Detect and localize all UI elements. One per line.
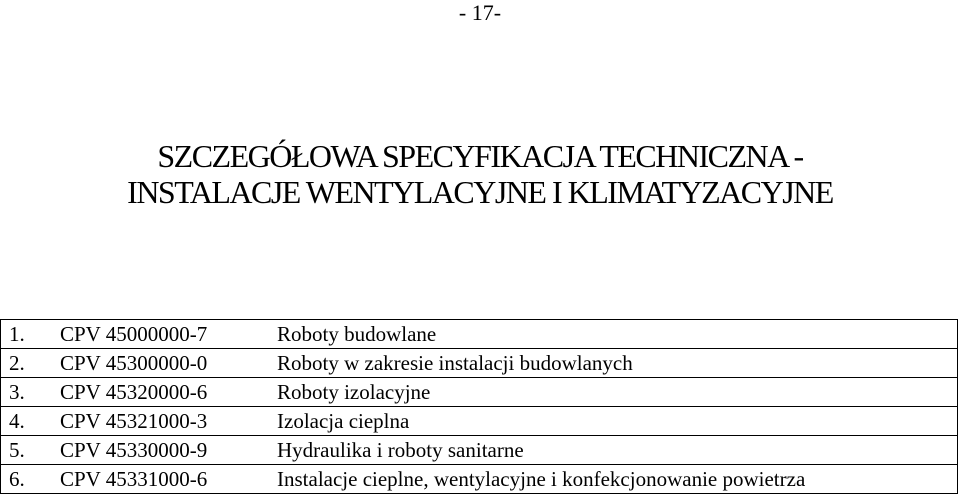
table-row [1,465,958,494]
cpv-code: CPV 45330000-9 [49,436,266,465]
cpv-description: Roboty izolacyjne [266,378,958,407]
row-number: 6. [1,465,50,494]
row-number: 2. [1,349,50,378]
cpv-description: Roboty w zakresie instalacji budowlanych [266,349,958,378]
cpv-description: Roboty budowlane [266,320,958,349]
cpv-description: Hydraulika i roboty sanitarne [266,436,958,465]
cpv-code: CPV 45300000-0 [49,349,266,378]
cpv-code: CPV 45000000-7 [49,320,266,349]
table-row [1,320,958,349]
cpv-code-table [0,319,958,494]
cpv-description: Instalacje cieplne, wentylacyjne i konfekcjonowanie powietrza [266,465,958,494]
cpv-code: CPV 45321000-3 [49,407,266,436]
row-number: 1. [1,320,50,349]
row-number: 3. [1,378,50,407]
row-number: 4. [1,407,50,436]
row-number: 5. [1,436,50,465]
table-row [1,378,958,407]
table-row [1,349,958,378]
table-row [1,436,958,465]
document-title-line-2: INSTALACJE WENTYLACYJNE I KLIMATYZACYJNE [127,174,833,210]
document-title-line-1: SZCZEGÓŁOWA SPECYFIKACJA TECHNICZNA - [157,138,803,174]
page-number: - 17- [458,0,502,25]
table-row [1,407,958,436]
cpv-code: CPV 45320000-6 [49,378,266,407]
cpv-description: Izolacja cieplna [266,407,958,436]
cpv-code: CPV 45331000-6 [49,465,266,494]
